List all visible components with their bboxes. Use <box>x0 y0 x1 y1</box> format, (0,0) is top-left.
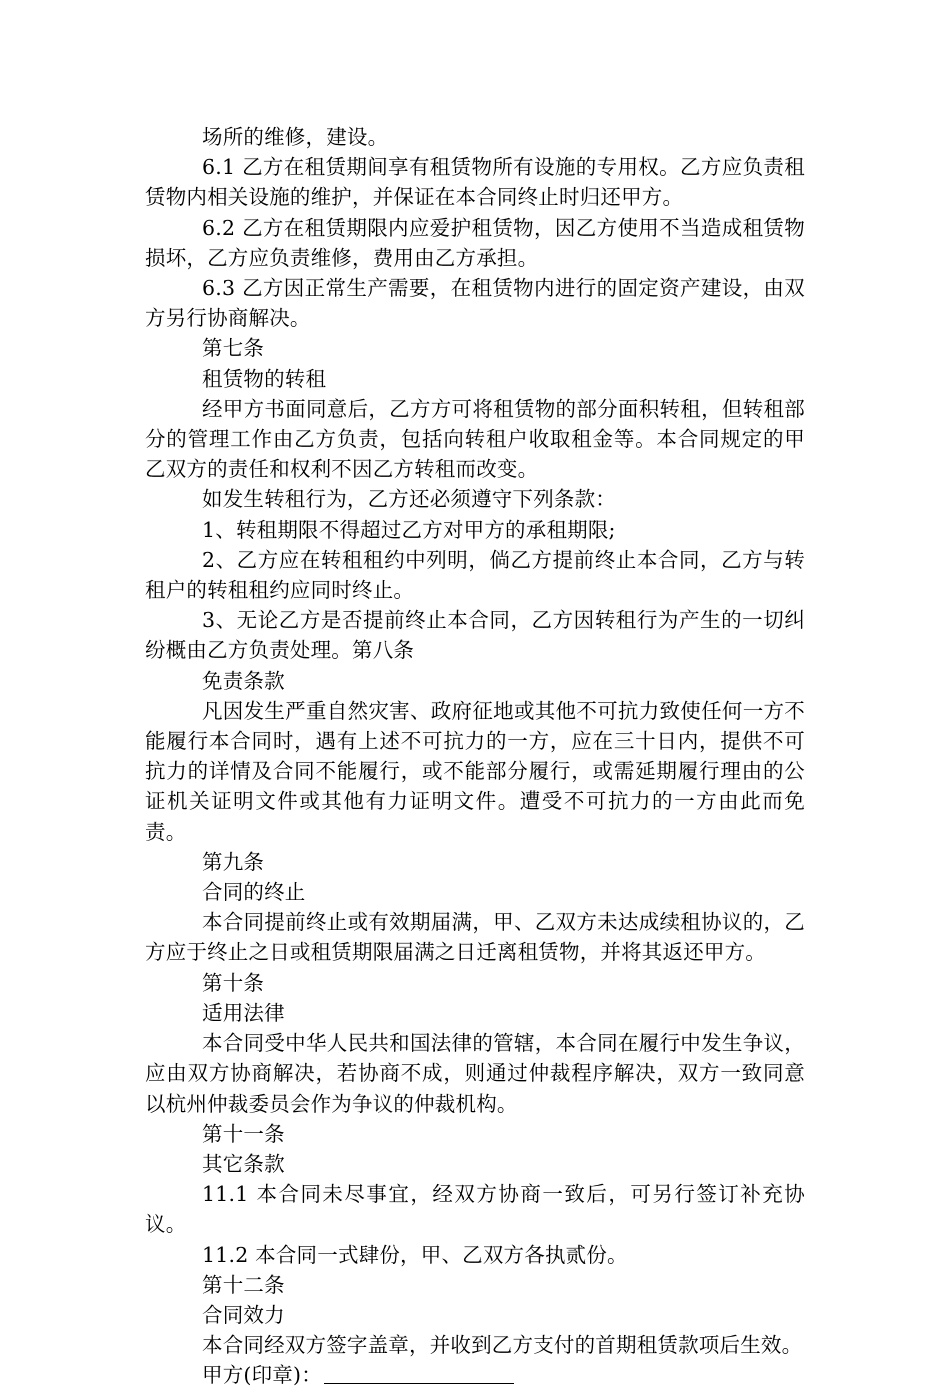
article-7-heading: 第七条 <box>202 336 265 361</box>
article-9-title: 合同的终止 <box>202 880 306 905</box>
paragraph-sublease-conditions-intro: 如发生转租行为，乙方还必须遵守下列条款： <box>202 487 616 512</box>
paragraph-clause-6-1: 6.1 乙方在租赁期间享有租赁物所有设施的专用权。乙方应负责租赁物内相关设施的维护，并保证在本合同终止时归还甲方。 <box>145 155 805 210</box>
paragraph-clause-6-3: 6.3 乙方因正常生产需要，在租赁物内进行的固定资产建设，由双方另行协商解决。 <box>145 276 805 331</box>
party-a-signature-line <box>145 1360 805 1390</box>
paragraph-sublease-item-3: 3、无论乙方是否提前终止本合同，乙方因转租行为产生的一切纠纷概由乙方负责处理。第八条 <box>145 608 805 663</box>
paragraph-clause-6-maintenance-tail: 场所的维修，建设。 <box>202 125 389 149</box>
article-8-title: 免责条款 <box>202 668 285 693</box>
paragraph-sublease-item-1: 1、转租期限不得超过乙方对甲方的承租期限; <box>202 517 616 542</box>
paragraph-effectiveness: 本合同经双方签字盖章，并收到乙方支付的首期租赁款项后生效。 <box>202 1333 803 1358</box>
article-12-title: 合同效力 <box>202 1302 285 1327</box>
article-7-title: 租赁物的转租 <box>202 366 327 391</box>
paragraph-force-majeure: 凡因发生严重自然灾害、政府征地或其他不可抗力致使任何一方不能履行本合同时，遇有上述不可抗力的一方，应在三十日内，提供不可抗力的详情及合同不能履行，或不能部分履行，或需延期履行理由的公证机关证明文件或其他有力证明文件。遭受不可抗力的一方由此而免责。 <box>145 698 805 844</box>
document-page <box>145 122 805 1391</box>
paragraph-sublease-item-2: 2、乙方应在转租租约中列明，倘乙方提前终止本合同，乙方与转租户的转租租约应同时终止。 <box>145 547 805 603</box>
paragraph-clause-6-2: 6.2 乙方在租赁期限内应爱护租赁物，因乙方使用不当造成租赁物损坏，乙方应负责维修，费用由乙方承担。 <box>145 215 805 270</box>
paragraph-governing-law: 本合同受中华人民共和国法律的管辖，本合同在履行中发生争议，应由双方协商解决，若协商不成，则通过仲裁程序解决，双方一致同意以杭州仲裁委员会作为争议的仲裁机构。 <box>145 1031 805 1116</box>
paragraph-clause-11-2: 11.2 本合同一式肆份，甲、乙双方各执贰份。 <box>202 1242 628 1267</box>
article-10-heading: 第十条 <box>202 970 265 995</box>
article-11-heading: 第十一条 <box>202 1121 285 1146</box>
paragraph-clause-11-1: 11.1 本合同未尽事宜，经双方协商一致后，可另行签订补充协议。 <box>145 1182 805 1237</box>
article-10-title: 适用法律 <box>202 1000 285 1025</box>
party-a-signature-label: 甲方(印章)： <box>202 1363 322 1388</box>
paragraph-sublease-consent: 经甲方书面同意后，乙方方可将租赁物的部分面积转租，但转租部分的管理工作由乙方负责，包括向转租户收取租金等。本合同规定的甲乙双方的责任和权利不因乙方转租而改变。 <box>145 396 805 482</box>
article-11-title: 其它条款 <box>202 1151 285 1176</box>
paragraph-termination: 本合同提前终止或有效期届满，甲、乙双方未达成续租协议的，乙方应于终止之日或租赁期限届满之日迁离租赁物，并将其返还甲方。 <box>145 910 805 965</box>
article-9-heading: 第九条 <box>202 849 265 874</box>
signature-blank <box>324 1361 514 1384</box>
article-12-heading: 第十二条 <box>202 1272 285 1297</box>
